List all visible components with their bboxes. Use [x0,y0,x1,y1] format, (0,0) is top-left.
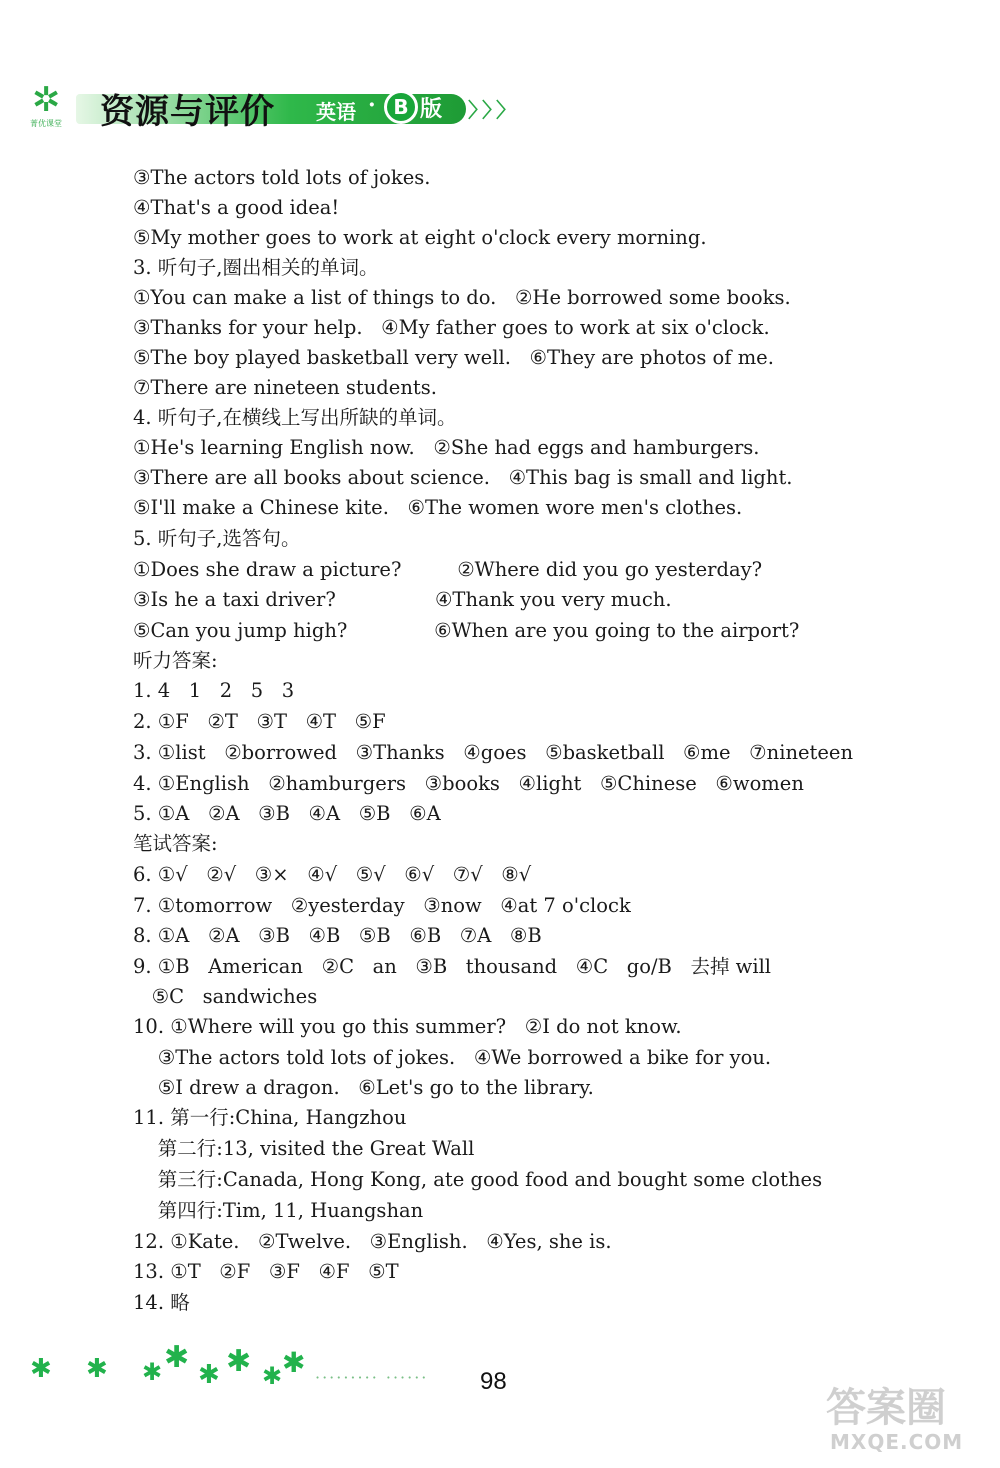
content-line: ③Thanks for your help. ④My father goes to work at six o'clock. [133,316,770,339]
section-heading: 笔试答案: [133,832,218,855]
footer-dots: ········· ······ [315,1368,429,1387]
answer-line: ⑤C sandwiches [133,985,318,1008]
answer-line: 8. ①A ②A ③B ④B ⑤B ⑥B ⑦A ⑧B [133,924,542,947]
answer-line: 6. ①√ ②√ ③× ④√ ⑤√ ⑥√ ⑦√ ⑧√ [133,863,532,886]
brand-subject: 英语 [316,100,356,124]
answer-line: ⑤I drew a dragon. ⑥Let's go to the library. [133,1076,594,1099]
arrows-icon: 〉〉〉 [468,98,520,122]
star-icon: ✱ [142,1358,163,1386]
answer-line: 12. ①Kate. ②Twelve. ③English. ④Yes, she is. [133,1230,612,1253]
answer-line: ③The actors told lots of jokes. ④We borrowed a bike for you. [133,1046,772,1069]
answer-line: 1. 4 1 2 5 3 [133,679,295,702]
content-line: ③Is he a taxi driver? ④Thank you very much. [133,588,672,611]
star-icon: ✱ [282,1346,306,1379]
page-number: 98 [480,1368,507,1395]
logo-star-icon: ✲ [32,80,61,120]
watermark-logo: 答案圈 [826,1385,946,1431]
star-icon: ✱ [262,1362,283,1390]
section-heading: 5. 听句子,选答句。 [133,527,301,550]
content-line: ③There are all books about science. ④This bag is small and light. [133,466,793,489]
answer-line: 13. ①T ②F ③F ④F ⑤T [133,1260,399,1283]
edition-badge: B [384,90,418,124]
star-icon: ✱ [86,1354,108,1384]
content-line: ⑦There are nineteen students. [133,376,437,399]
star-icon: ✱ [198,1360,220,1390]
brand-dot: · [368,92,376,118]
answer-line: 5. ①A ②A ③B ④A ⑤B ⑥A [133,802,441,825]
answer-line: 3. ①list ②borrowed ③Thanks ④goes ⑤basketball ⑥me ⑦nineteen [133,741,854,764]
answer-line: 2. ①F ②T ③T ④T ⑤F [133,710,386,733]
brand-title: 资源与评价 [100,92,275,132]
edition-suffix: 版 [420,97,443,122]
answer-line: 第二行:13, visited the Great Wall [133,1137,475,1160]
content-line: ⑤I'll make a Chinese kite. ⑥The women wore men's clothes. [133,496,743,519]
section-heading: 3. 听句子,圈出相关的单词。 [133,256,379,279]
content-line: ⑤The boy played basketball very well. ⑥They are photos of me. [133,346,774,369]
content-line: ⑤My mother goes to work at eight o'clock every morning. [133,226,707,249]
logo-text: 菁优课堂 [30,119,62,128]
content-line: ①He's learning English now. ②She had eggs and hamburgers. [133,436,760,459]
answer-line: 第四行:Tim, 11, Huangshan [133,1199,424,1222]
star-icon: ✱ [164,1340,190,1375]
footer-decoration [30,1340,320,1410]
content-line: ⑤Can you jump high? ⑥When are you going to the airport? [133,619,800,642]
answer-line: 10. ①Where will you go this summer? ②I do not know. [133,1015,682,1038]
watermark [820,1376,990,1458]
answer-line: 第三行:Canada, Hong Kong, ate good food and bought some clothes [133,1168,823,1191]
answer-line: 14. 略 [133,1291,190,1314]
content-line: ③The actors told lots of jokes. [133,166,431,189]
star-icon: ✱ [226,1344,252,1379]
answer-line: 4. ①English ②hamburgers ③books ④light ⑤Chinese ⑥women [133,772,804,795]
star-icon: ✱ [30,1354,52,1384]
answer-line: 7. ①tomorrow ②yesterday ③now ④at 7 o'clock [133,894,631,917]
content-line: ①Does she draw a picture? ②Where did you go yesterday? [133,558,763,581]
answer-line: 11. 第一行:China, Hangzhou [133,1106,407,1129]
content-line: ④That's a good idea! [133,196,340,219]
section-heading: 听力答案: [133,649,218,672]
page-header [28,78,520,136]
answer-line: 9. ①B American ②C an ③B thousand ④C go/B 去掉 will [133,955,772,978]
section-heading: 4. 听句子,在横线上写出所缺的单词。 [133,406,457,429]
content-line: ①You can make a list of things to do. ②He borrowed some books. [133,286,791,309]
watermark-url: MXQE.COM [830,1430,964,1454]
